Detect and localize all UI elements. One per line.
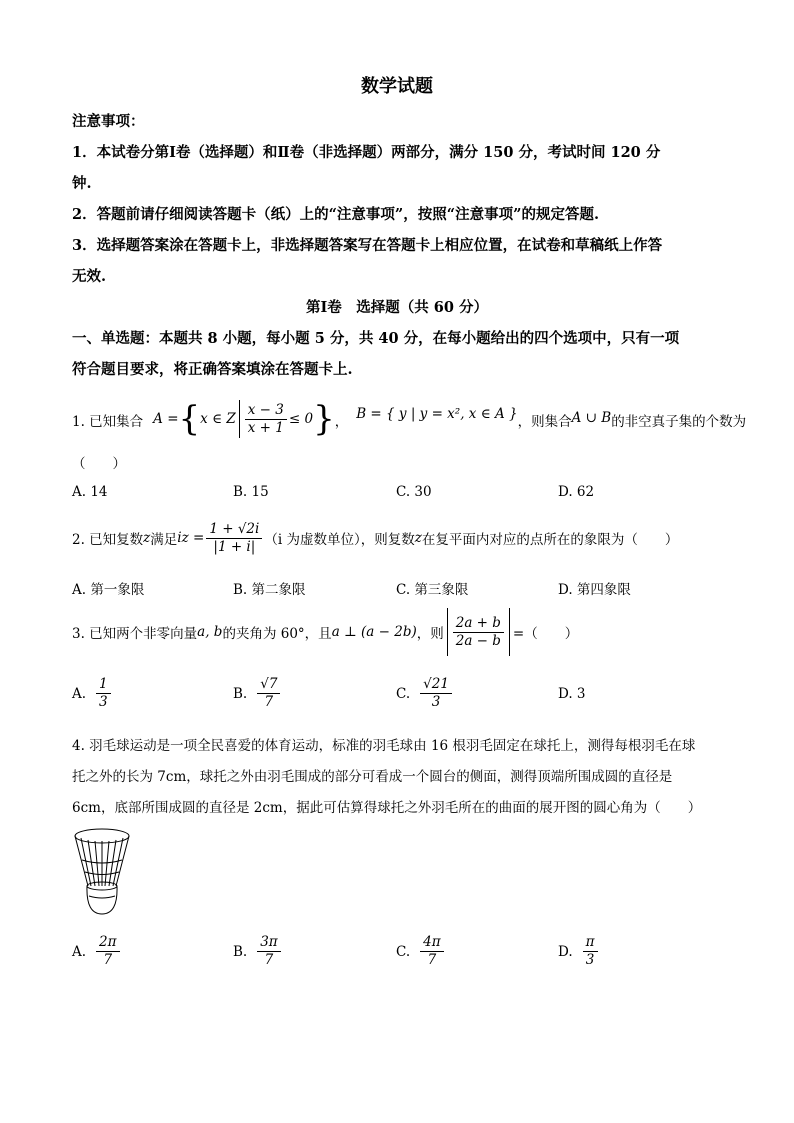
q3-opt-a-den: 3 — [99, 694, 108, 710]
q3-opt-c-num: √21 — [420, 676, 452, 694]
q4-opt-d-den: 3 — [585, 952, 595, 968]
q4-opt-c-num: 4π — [420, 934, 443, 952]
notice-2: 2．答题前请仔细阅读答题卡（纸）上的“注意事项”，按照“注意事项”的规定答题. — [72, 206, 599, 223]
q4-opt-a-label: A. — [72, 943, 87, 960]
q3-opt-b-num: √7 — [257, 676, 280, 694]
q3-option-c — [396, 676, 454, 711]
q3-frac-den: 2a − b — [455, 632, 501, 649]
notice-3-line-1: 3．选择题答案涂在答题卡上，非选择题答案写在答题卡上相应位置，在试卷和草稿纸上作答 — [72, 237, 663, 254]
q2-prefix: 2. 已知复数 — [72, 532, 144, 548]
q1-option-d: D. 62 — [558, 484, 595, 500]
notice-3-line-2: 无效. — [72, 268, 107, 285]
notice-1-line-1: 1．本试卷分第Ⅰ卷（选择题）和Ⅱ卷（非选择题）两部分，满分 150 分，考试时间 120 分 — [72, 144, 661, 161]
q3-opt-b-den: 7 — [264, 694, 274, 710]
q4-opt-c-den: 7 — [427, 952, 437, 968]
q2-z-2: z — [414, 530, 422, 546]
question-2 — [72, 516, 678, 560]
q2-frac-num: 1 + √2i — [206, 521, 262, 539]
notice-heading: 注意事项： — [72, 113, 145, 130]
q1-option-c: C. 30 — [396, 484, 432, 500]
q3-option-b — [233, 676, 282, 711]
shuttlecock-illustration — [72, 826, 132, 918]
q1-mid: ，则集合 — [517, 414, 572, 430]
q3-perp: a ⊥ (a − 2b) — [331, 624, 417, 640]
page-title: 数学试题 — [361, 76, 433, 97]
q3-vectors: a, b — [197, 624, 223, 640]
q2-frac-den: |1 + i| — [213, 538, 256, 555]
q2-option-a: A. 第一象限 — [72, 582, 145, 598]
q3-option-a — [72, 676, 113, 711]
q2-suffix: 在复平面内对应的点所在的象限为（ ） — [421, 532, 679, 548]
q4-opt-a-num: 2π — [96, 934, 119, 952]
q4-opt-b-num: 3π — [257, 934, 280, 952]
q4-opt-d-label: D. — [558, 943, 573, 960]
q4-line-1: 4. 羽毛球运动是一项全民喜爱的体育运动，标准的羽毛球由 16 根羽毛固定在球托上，测得每根羽毛在球 — [72, 738, 696, 754]
q3-opt-c-label: C. — [396, 685, 411, 702]
q2-iz: iz = — [177, 530, 205, 546]
notice-1-line-2: 钟. — [72, 175, 92, 192]
q2-mid-2: （i 为虚数单位），则复数 — [264, 532, 415, 548]
q4-line-2: 托之外的长为 7cm，球托之外由羽毛围成的部分可看成一个圆台的侧面，测得顶端所围成圆的直径是 — [72, 769, 673, 785]
q4-opt-d-num: π — [583, 934, 598, 952]
q4-opt-c-label: C. — [396, 943, 411, 960]
q2-z-1: z — [143, 530, 151, 546]
q4-opt-b-label: B. — [233, 943, 248, 960]
q4-opt-b-den: 7 — [264, 952, 274, 968]
q4-option-d — [558, 934, 600, 969]
question-3 — [72, 606, 578, 658]
q2-option-c: C. 第三象限 — [396, 582, 469, 598]
q3-option-d: D. 3 — [558, 686, 586, 702]
q1-prefix: 1. 已知集合 — [72, 414, 144, 430]
q1-set-b: B = { y | y = x², x ∈ A } — [356, 406, 518, 422]
q1-set-a-cond: ≤ 0 — [288, 411, 314, 427]
q3-frac-num: 2a + b — [453, 615, 504, 633]
q3-opt-c-den: 3 — [431, 694, 441, 710]
q4-option-b — [233, 934, 283, 969]
q1-set-a: A = { x ∈ Z $\frac{x - 3}{x + 1}$ ≤ 0 } — [153, 399, 335, 439]
q3-opt-b-label: B. — [233, 685, 248, 702]
question-1 — [72, 390, 747, 439]
q3-suffix: =（ ） — [512, 626, 579, 642]
q3-opt-a-num: 1 — [96, 676, 111, 694]
q1-option-a: A. 14 — [72, 484, 108, 500]
section-1-line-2: 符合题目要求，将正确答案填涂在答题卡上. — [72, 361, 353, 378]
q3-opt-a-label: A. — [72, 685, 87, 702]
q2-option-d: D. 第四象限 — [558, 582, 631, 598]
q4-option-c — [396, 934, 446, 969]
q4-option-a — [72, 934, 122, 969]
part-heading: 第Ⅰ卷 选择题（共 60 分） — [305, 299, 489, 316]
q1-frac-den: x + 1 — [247, 419, 284, 436]
q1-union: A ∪ B — [571, 410, 612, 426]
q1-option-b: B. 15 — [233, 484, 269, 500]
q1-set-a-lhs: A = — [153, 411, 179, 427]
q1-set-a-var: x ∈ Z — [200, 411, 236, 427]
q3-prefix: 3. 已知两个非零向量 — [72, 626, 198, 642]
q1-frac-num: x − 3 — [245, 402, 287, 420]
q2-mid-1: 满足 — [150, 532, 178, 548]
q4-opt-a-den: 7 — [103, 952, 113, 968]
q1-paren: （ ） — [72, 456, 126, 472]
q3-mid-1: 的夹角为 60°，且 — [222, 626, 332, 642]
q1-suffix: 的非空真子集的个数为 — [611, 414, 747, 430]
q1-comma: ， — [334, 414, 349, 430]
q3-mid-2: ，则 — [416, 626, 444, 642]
q2-option-b: B. 第二象限 — [233, 582, 306, 598]
q4-line-3: 6cm，底部所围成圆的直径是 2cm，据此可估算得球托之外羽毛所在的曲面的展开图的圆心角为（ ） — [72, 800, 702, 816]
section-1-line-1: 一、单选题：本题共 8 小题，每小题 5 分，共 40 分，在每小题给出的四个选项中，只有一项 — [72, 330, 680, 347]
